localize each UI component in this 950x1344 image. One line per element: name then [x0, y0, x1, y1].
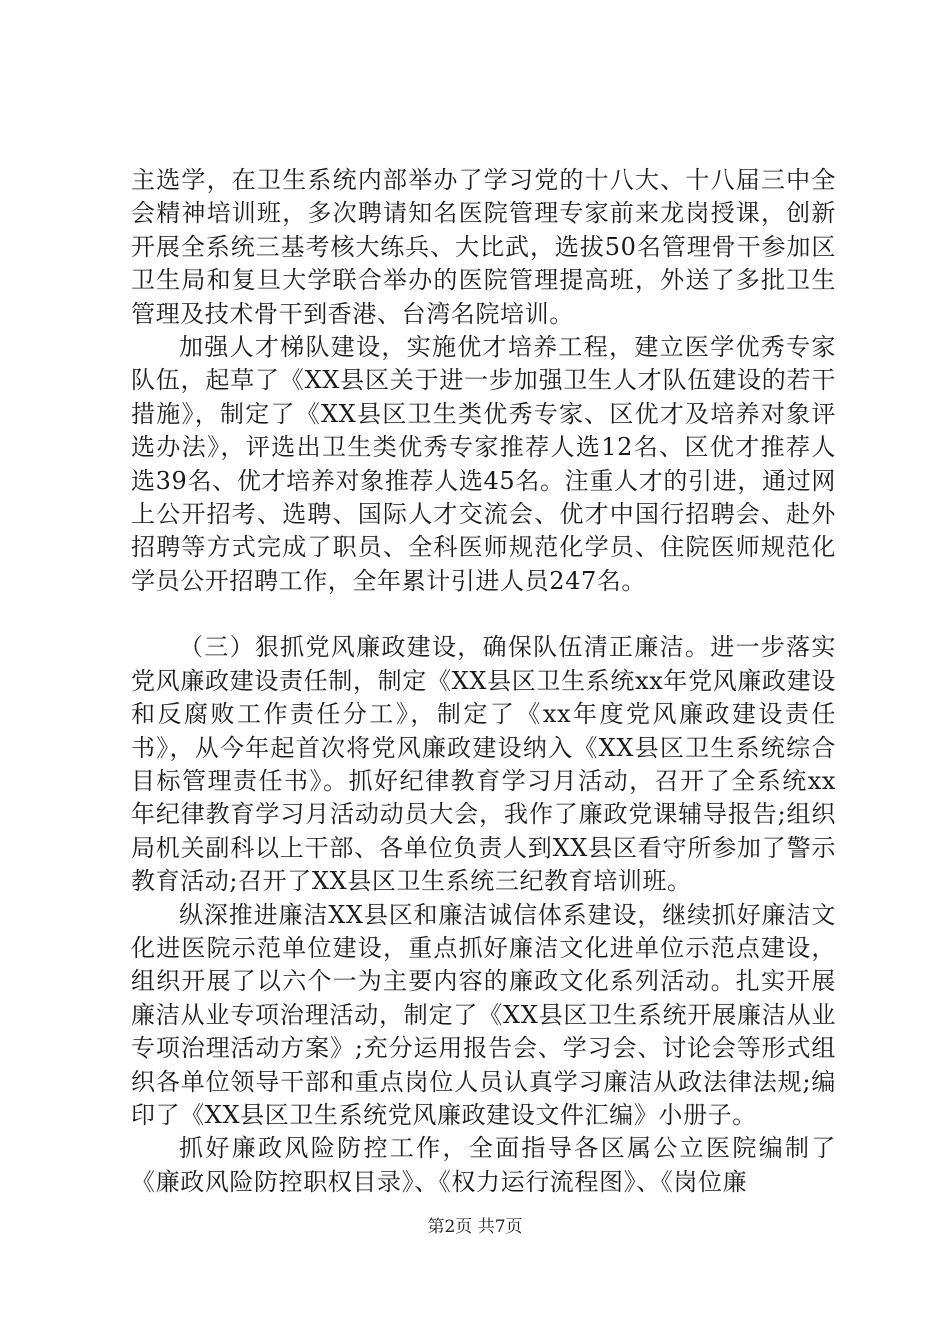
paragraph-talent-echelon: 加强人才梯队建设，实施优才培养工程，建立医学优秀专家队伍，起草了《XX县区关于进一步加强卫生人才队伍建设的若干措施》，制定了《XX县区卫生类优秀专家、区优才及培养对象评选办法》，评选出卫生类优秀专家推荐人选12名、区优才推荐人选39名、优才培养对象推荐人选45名。注重人才的引进，通过网上公开招考、选聘、国际人才交流会、优才中国行招聘会、赴外招聘等方式完成了职员、全科医师规范化学员、住院医师规范化学员公开招聘工作，全年累计引进人员247名。 [131, 333, 836, 595]
paragraph-integrity-system: 纵深推进廉洁XX县区和廉洁诚信体系建设，继续抓好廉洁文化进医院示范单位建设，重点抓好廉洁文化进单位示范点建设，组织开展了以六个一为主要内容的廉政文化系列活动。扎实开展廉洁从业专项治理活动，制定了《XX县区卫生系统开展廉洁从业专项治理活动方案》;充分运用报告会、学习会、讨论会等形式组织各单位领导干部和重点岗位人员认真学习廉洁从政法律法规;编印了《XX县区卫生系统党风廉政建设文件汇编》小册子。 [131, 900, 836, 1129]
document-body [131, 164, 836, 1199]
paragraph-risk-control: 抓好廉政风险防控工作，全面指导各区属公立医院编制了《廉政风险防控职权目录》、《权力运行流程图》、《岗位廉 [131, 1134, 836, 1196]
page-footer: 第2页 共7页 [427, 1217, 523, 1237]
paragraph-spacer [131, 598, 836, 631]
paragraph-continued-training: 主选学，在卫生系统内部举办了学习党的十八大、十八届三中全会精神培训班，多次聘请知名医院管理专家前来龙岗授课，创新开展全系统三基考核大练兵、大比武，选拔50名管理骨干参加区卫生局和复旦大学联合举办的医院管理提高班，外送了多批卫生管理及技术骨干到香港、台湾名院培训。 [131, 166, 836, 328]
paragraph-party-conduct: （三）狠抓党风廉政建设，确保队伍清正廉洁。进一步落实党风廉政建设责任制，制定《XX县区卫生系统xx年党风廉政建设和反腐败工作责任分工》，制定了《xx年度党风廉政建设责任书》，从今年起首次将党风廉政建设纳入《XX县区卫生系统综合目标管理责任书》。抓好纪律教育学习月活动，召开了全系统xx年纪律教育学习月活动动员大会，我作了廉政党课辅导报告;组织局机关副科以上干部、各单位负责人到XX县区看守所参加了警示教育活动;召开了XX县区卫生系统三纪教育培训班。 [131, 633, 836, 896]
